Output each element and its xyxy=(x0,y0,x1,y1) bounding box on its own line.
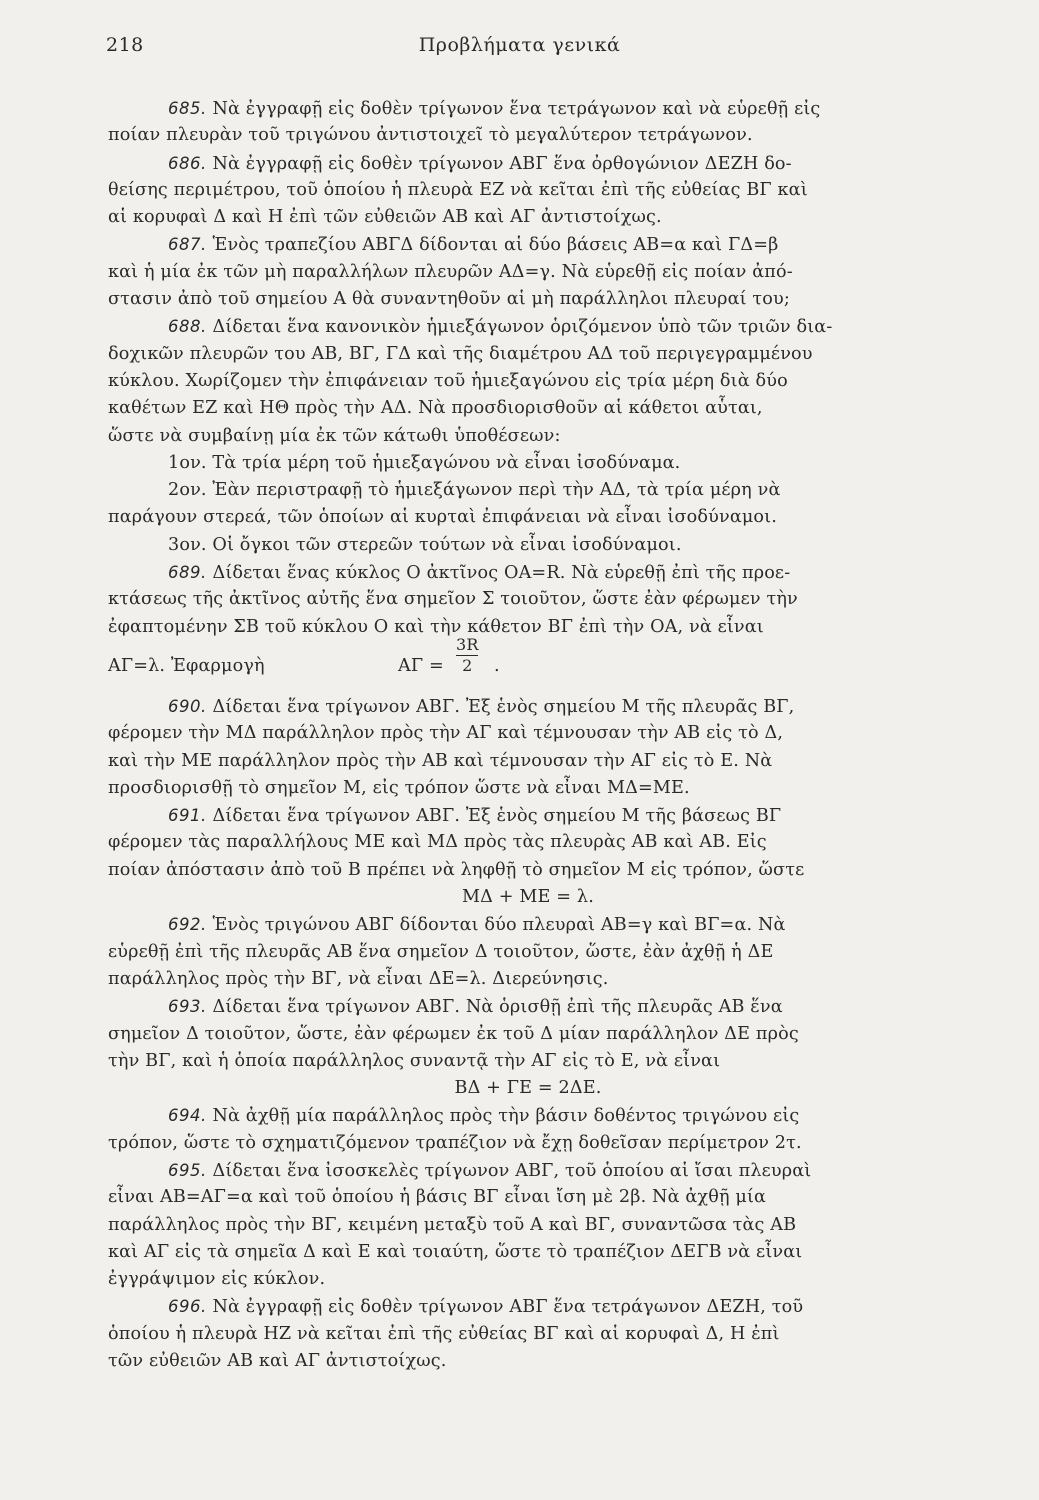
formula-lhs: ΑΓ = xyxy=(398,655,444,676)
problem-691-line xyxy=(108,802,948,829)
problem-text: Δίδεται ἕνα τρίγωνον ΑΒΓ. Ἐξ ἑνὸς σημείου Μ τῆς πλευρᾶς ΒΓ, xyxy=(206,696,795,717)
page-header xyxy=(0,34,1039,64)
text-line: ὥστε νὰ συμβαίνῃ μία ἐκ τῶν κάτωθι ὑποθέσεων: xyxy=(108,425,561,446)
problem-692-line xyxy=(108,911,948,938)
text-line: καὶ ἡ μία ἐκ τῶν μὴ παραλλήλων πλευρῶν ΑΔ=γ. Νὰ εὑρεθῇ εἰς ποίαν ἀπό- xyxy=(108,261,793,282)
page-title: Προβλήματα γενικά xyxy=(418,34,621,56)
problem-695-line xyxy=(108,1157,948,1184)
problem-number: 694. xyxy=(168,1106,207,1126)
problem-text: Νὰ ἐγγραφῇ εἰς δοθὲν τρίγωνον ἕνα τετράγωνον καὶ νὰ εὑρεθῇ εἰς xyxy=(206,99,821,119)
text-line: προσδιορισθῇ τὸ σημεῖον Μ, εἰς τρόπον ὥστε νὰ εἶναι ΜΔ=ΜΕ. xyxy=(108,777,690,798)
problem-number: 696. xyxy=(168,1297,207,1317)
text-line: κύκλου. Χωρίζομεν τὴν ἐπιφάνειαν τοῦ ἡμιεξαγώνου εἰς τρία μέρη διὰ δύο xyxy=(108,370,788,391)
problem-685-line xyxy=(108,95,948,122)
fraction-numerator: 3R xyxy=(456,634,479,654)
problem-number: 693. xyxy=(168,997,207,1017)
fraction xyxy=(450,635,485,676)
text-line: σημεῖον Δ τοιοῦτον, ὥστε, ἐὰν φέρωμεν ἐκ τοῦ Δ μίαν παράλληλον ΔΕ πρὸς xyxy=(108,1023,799,1044)
problem-number: 686. xyxy=(168,153,207,173)
text-line: αἱ κορυφαὶ Δ καὶ Η ἐπὶ τῶν εὐθειῶν ΑΒ καὶ ΑΓ ἀντιστοίχως. xyxy=(108,207,662,228)
case-3-line: 3ον. Οἱ ὄγκοι τῶν στερεῶν τούτων νὰ εἶναι ἰσοδύναμοι. xyxy=(168,534,682,555)
problem-number: 688. xyxy=(168,317,207,337)
text-line: στασιν ἀπὸ τοῦ σημείου Α θὰ συναντηθοῦν αἱ μὴ παράλληλοι πλευραί του; xyxy=(108,289,790,310)
text-line: θείσης περιμέτρου, τοῦ ὁποίου ἡ πλευρὰ ΕΖ νὰ κεῖται ἐπὶ τῆς εὐθείας ΒΓ καὶ xyxy=(108,179,808,200)
text-line: ἐγγράψιμον εἰς κύκλον. xyxy=(108,1269,326,1290)
text-line: εὑρεθῇ ἐπὶ τῆς πλευρᾶς ΑΒ ἕνα σημεῖον Δ τοιοῦτον, ὥστε, ἐὰν ἀχθῇ ἡ ΔΕ xyxy=(108,941,774,962)
text-line: δοχικῶν πλευρῶν του ΑΒ, ΒΓ, ΓΔ καὶ τῆς διαμέτρου ΑΔ τοῦ περιγεγραμμένου xyxy=(108,343,813,364)
problem-number: 692. xyxy=(168,915,207,935)
problem-text: Ἑνὸς τραπεζίου ΑΒΓΔ δίδονται αἱ δύο βάσεις ΑΒ=α καὶ ΓΔ=β xyxy=(206,235,779,256)
problem-text: Δίδεται ἕνα κανονικὸν ἡμιεξάγωνον ὁριζόμενον ὑπὸ τῶν τριῶν δια- xyxy=(206,317,833,338)
text-line: τρόπον, ὥστε τὸ σχηματιζόμενον τραπέζιον νὰ ἔχῃ δοθεῖσαν περίμετρον 2τ. xyxy=(108,1132,802,1153)
case-1-line: 1ον. Τὰ τρία μέρη τοῦ ἡμιεξαγώνου νὰ εἶναι ἰσοδύναμα. xyxy=(168,452,681,473)
text-line: τὴν ΒΓ, καὶ ἡ ὁποία παράλληλος συναντᾷ τὴν ΑΓ εἰς τὸ Ε, νὰ εἶναι xyxy=(108,1050,721,1071)
text-line: κτάσεως τῆς ἀκτῖνος αὐτῆς ἕνα σημεῖον Σ τοιοῦτον, ὥστε ἐὰν φέρωμεν τὴν xyxy=(108,589,798,610)
problem-number: 690. xyxy=(168,696,207,716)
problem-text: Δίδεται ἕνα τρίγωνον ΑΒΓ. Ἐξ ἑνὸς σημείου Μ τῆς βάσεως ΒΓ xyxy=(206,806,782,827)
formula-line: ΜΔ + ΜΕ = λ. xyxy=(462,887,594,908)
problem-686-line xyxy=(108,150,948,177)
problem-693-line xyxy=(108,993,948,1020)
fraction-denominator: 2 xyxy=(456,655,478,676)
text-line: καθέτων ΕΖ καὶ ΗΘ πρὸς τὴν ΑΔ. Νὰ προσδιορισθοῦν αἱ κάθετοι αὗται, xyxy=(108,398,763,419)
problem-text: Δίδεται ἕνα τρίγωνον ΑΒΓ. Νὰ ὁρισθῇ ἐπὶ τῆς πλευρᾶς ΑΒ ἕνα xyxy=(206,997,783,1018)
problem-696-line xyxy=(108,1293,948,1320)
text-line: παράλληλος πρὸς τὴν ΒΓ, κειμένη μεταξὺ τοῦ Α καὶ ΒΓ, συναντῶσα τὰς ΑΒ xyxy=(108,1214,797,1235)
problem-text: Νὰ ἐγγραφῇ εἰς δοθὲν τρίγωνον ΑΒΓ ἕνα τετράγωνον ΔΕΖΗ, τοῦ xyxy=(206,1297,804,1318)
problem-number: 687. xyxy=(168,235,207,255)
page-body xyxy=(108,95,948,1375)
problem-689-line xyxy=(108,559,948,586)
text-line: ἐφαπτομένην ΣΒ τοῦ κύκλου Ο καὶ τὴν κάθετον ΒΓ ἐπὶ τὴν ΟΑ, νὰ εἶναι xyxy=(108,616,764,637)
text-line: φέρομεν τὰς παραλλήλους ΜΕ καὶ ΜΔ πρὸς τὰς πλευρὰς ΑΒ καὶ ΑΒ. Εἰς xyxy=(108,832,767,853)
problem-number: 685. xyxy=(168,99,207,118)
problem-number: 695. xyxy=(168,1160,207,1180)
text-line: παράγουν στερεά, τῶν ὁποίων αἱ κυρταὶ ἐπιφάνειαι νὰ εἶναι ἰσοδύναμοι. xyxy=(108,507,777,528)
problem-number: 689. xyxy=(168,563,207,583)
text-line: φέρομεν τὴν ΜΔ παράλληλον πρὸς τὴν ΑΓ καὶ τέμνουσαν τὴν ΑΒ εἰς τὸ Δ, xyxy=(108,723,784,744)
formula-end: . xyxy=(494,655,500,676)
problem-text: Δίδεται ἕνα ἰσοσκελὲς τρίγωνον ΑΒΓ, τοῦ ὁποίου αἱ ἴσαι πλευραὶ xyxy=(206,1160,812,1181)
problem-number: 691. xyxy=(168,806,207,826)
text-line: καὶ τὴν ΜΕ παράλληλον πρὸς τὴν ΑΒ καὶ τέμνουσαν τὴν ΑΓ εἰς τὸ Ε. Νὰ xyxy=(108,750,773,771)
problem-text: Δίδεται ἕνας κύκλος Ο ἀκτῖνος ΟΑ=R. Νὰ εὑρεθῇ ἐπὶ τῆς προε- xyxy=(206,563,791,584)
case-2-line: 2ον. Ἐὰν περιστραφῇ τὸ ἡμιεξάγωνον περὶ τὴν ΑΔ, τὰ τρία μέρη νὰ xyxy=(168,480,781,501)
problem-text: Νὰ ἐγγραφῇ εἰς δοθὲν τρίγωνον ΑΒΓ ἕνα ὀρθογώνιον ΔΕΖΗ δο- xyxy=(206,153,792,174)
text-line: καὶ ΑΓ εἰς τὰ σημεῖα Δ καὶ Ε καὶ τοιαύτη, ὥστε τὸ τραπέζιον ΔΕΓΒ νὰ εἶναι xyxy=(108,1241,803,1262)
text-line: ὁποίου ἡ πλευρὰ ΗΖ νὰ κεῖται ἐπὶ τῆς εὐθείας ΒΓ καὶ αἱ κορυφαὶ Δ, Η ἐπὶ xyxy=(108,1323,780,1344)
page-number: 218 xyxy=(106,34,144,56)
problem-690-line xyxy=(108,693,948,720)
text-line: ποίαν ἀπόστασιν ἀπὸ τοῦ Β πρέπει νὰ ληφθῇ τὸ σημεῖον Μ εἰς τρόπον, ὥστε xyxy=(108,859,805,880)
text-line: ποίαν πλευρὰν τοῦ τριγώνου ἀντιστοιχεῖ τὸ μεγαλύτερον τετράγωνον. xyxy=(108,125,753,146)
problem-688-line xyxy=(108,313,948,340)
problem-687-line xyxy=(108,231,948,258)
text-line: παράλληλος πρὸς τὴν ΒΓ, νὰ εἶναι ΔΕ=λ. Διερεύνησις. xyxy=(108,968,609,989)
text-line: ΑΓ=λ. Ἐφαρμογὴ xyxy=(108,655,265,676)
problem-694-line xyxy=(108,1102,948,1129)
problem-text: Ἑνὸς τριγώνου ΑΒΓ δίδονται δύο πλευραὶ ΑΒ=γ καὶ ΒΓ=α. Νὰ xyxy=(206,915,786,936)
problem-text: Νὰ ἀχθῇ μία παράλληλος πρὸς τὴν βάσιν δοθέντος τριγώνου εἰς xyxy=(206,1106,800,1127)
text-line: εἶναι ΑΒ=ΑΓ=α καὶ τοῦ ὁποίου ἡ βάσις ΒΓ εἶναι ἴση μὲ 2β. Νὰ ἀχθῇ μία xyxy=(108,1187,767,1208)
formula-line xyxy=(108,634,948,693)
text-line: τῶν εὐθειῶν ΑΒ καὶ ΑΓ ἀντιστοίχως. xyxy=(108,1351,447,1372)
formula-line: ΒΔ + ΓΕ = 2ΔΕ. xyxy=(454,1078,602,1099)
